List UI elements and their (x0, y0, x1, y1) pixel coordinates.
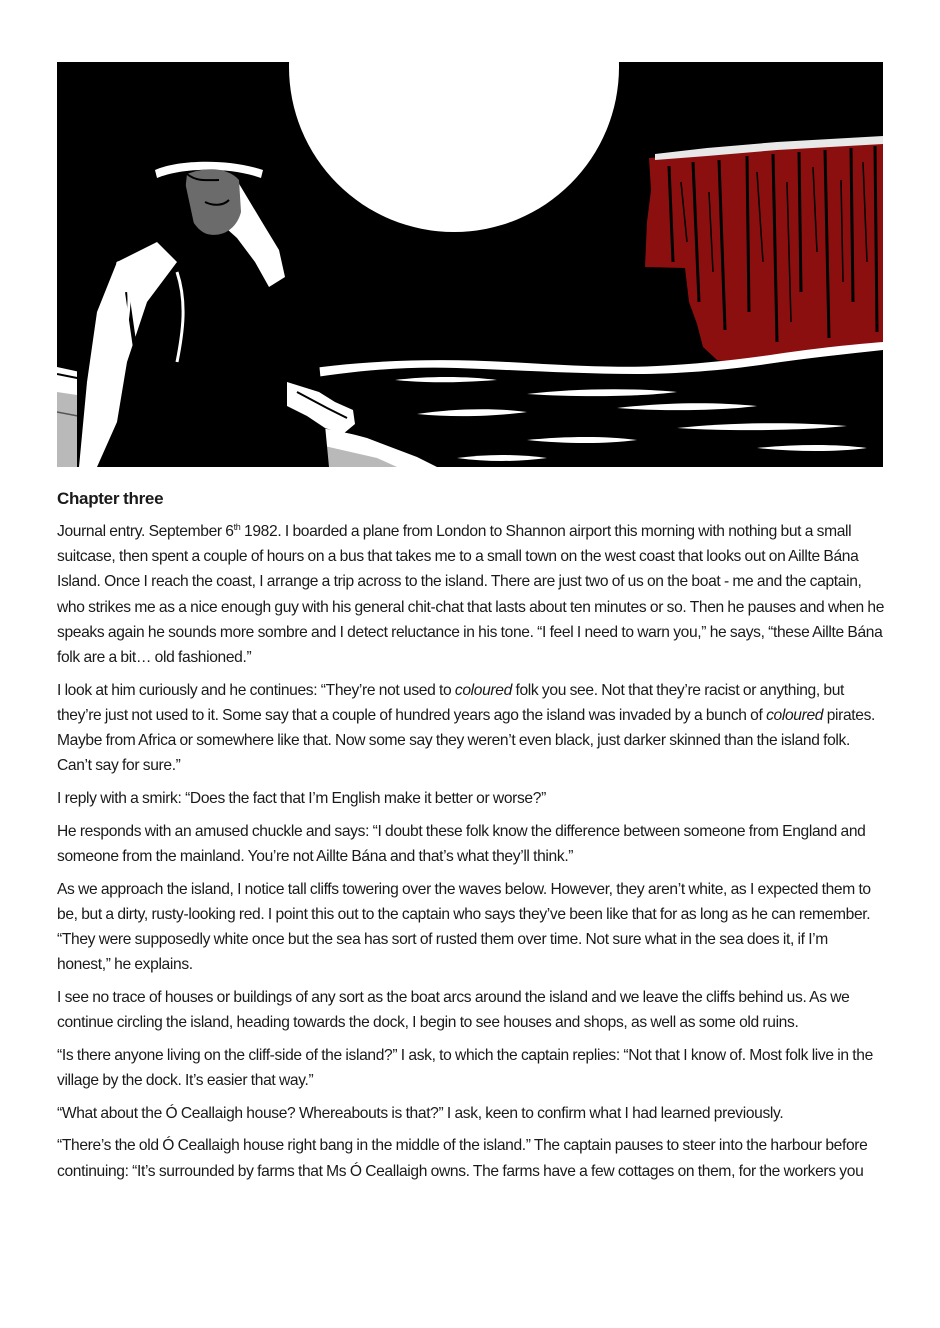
italic-word: coloured (454, 681, 512, 699)
paragraph: As we approach the island, I notice tall cliffs towering over the waves below. However, they aren’t white, as I expected them to be, but a dirty, rusty-looking red. I point this out to the captain who says they’ve been like that for as long as he can remember. “They were supposedly white once but the sea has sort of rusted them over time. Not sure what in the sea does it, if I’m honest,” he explains. (57, 880, 871, 974)
paragraph: I reply with a smirk: “Does the fact that I’m English make it better or worse?” (57, 790, 546, 808)
chapter-text (57, 486, 885, 1191)
paragraph: I see no trace of houses or buildings of any sort as the boat arcs around the island and we leave the cliffs behind us. As we continue circling the island, heading towards the dock, I begin to see houses and shops, as well as some old ruins. (57, 988, 850, 1032)
paragraph-text: I look at him curiously and he continues: “They’re not used to (57, 681, 455, 699)
illustration-svg (57, 62, 883, 467)
paragraph: “Is there anyone living on the cliff-side of the island?” I ask, to which the captain replies: “Not that I know of. Most folk live in the village by the dock. It’s easier that way.” (57, 1046, 873, 1090)
paragraph: “What about the Ó Ceallaigh house? Whereabouts is that?” I ask, keen to confirm what I had learned previously. (57, 1104, 784, 1122)
italic-word: coloured (766, 706, 824, 724)
paragraph-text: folk you see. Not that they’re racist or anything, but they’re just not used to it. Some say that a couple of hundred years ago the island was invaded by a bunch of (57, 681, 845, 724)
chapter-title: Chapter three (57, 489, 164, 508)
paragraph: He responds with an amused chuckle and says: “I doubt these folk know the difference between someone from England and someone from the mainland. You’re not Aillte Bána and that’s what they’ll think.” (57, 822, 866, 865)
paragraph (57, 519, 885, 670)
chapter-illustration (57, 62, 883, 467)
paragraph-text: Journal entry. September 6 (57, 523, 234, 540)
paragraph-text: 1982. I boarded a plane from London to Shannon airport this morning with nothing but a small suitcase, then spent a couple of hours on a bus that takes me to a small town on the west coast that looks out on Aillte Bána Island. Once I reach the coast, I arrange a trip across to the island. There are just two of us on the boat - me and the captain, who strikes me as a nice enough guy with his general chit-chat that lasts about ten minutes or so. Then he pauses and when he speaks again he sounds more sombre and I detect reluctance in his tone. “I feel I need to warn you,” he says, “these Aillte Bána folk are a bit… old fashioned.” (57, 523, 885, 667)
paragraph-text: pirates. Maybe from Africa or somewhere like that. Now some say they weren’t even black, just darker skinned than the island folk. Can’t say for sure.” (57, 706, 876, 775)
paragraph: “There’s the old Ó Ceallaigh house right bang in the middle of the island.” The captain pauses to steer into the harbour before continuing: “It’s surrounded by farms that Ms Ó Ceallaigh owns. The farms have a few cottages on them, for the workers you (57, 1137, 868, 1180)
ordinal-suffix: th (233, 522, 241, 532)
paragraph (57, 678, 885, 779)
